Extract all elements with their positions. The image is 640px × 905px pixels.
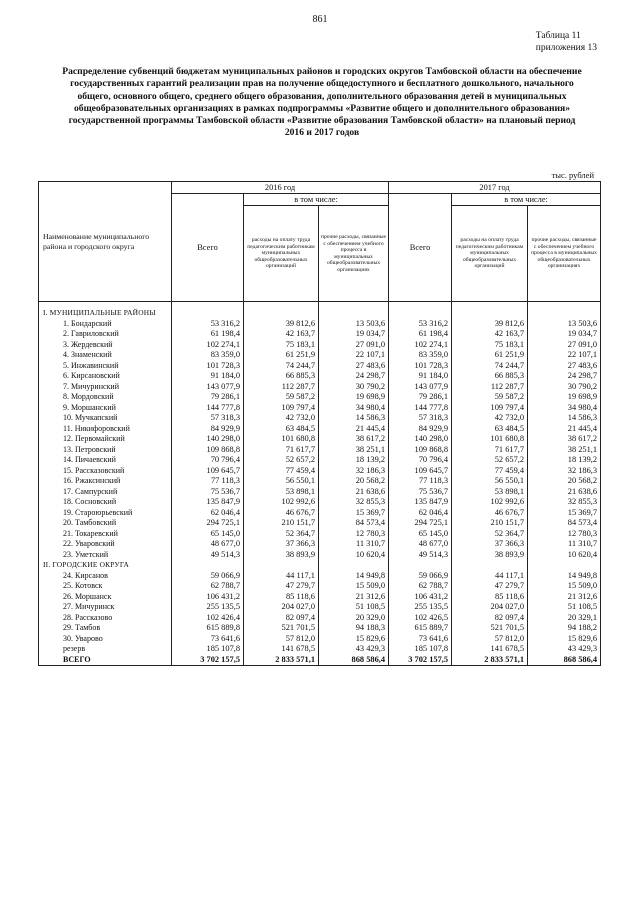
cell-e: 53 898,1	[452, 487, 528, 498]
cell-e: 74 244,7	[452, 361, 528, 372]
row-label: 5. Инжавинский	[39, 361, 172, 372]
header-year-2017: 2017 год	[389, 182, 601, 194]
cell-d: 185 107,8	[389, 644, 452, 655]
table-row	[39, 392, 601, 403]
cell-b: 42 732,0	[244, 413, 319, 424]
cell-d: 83 359,0	[389, 350, 452, 361]
cell-e: 77 459,4	[452, 466, 528, 477]
cell-d: 144 777,8	[389, 403, 452, 414]
cell-d: 109 868,8	[389, 445, 452, 456]
cell-e: 102 992,6	[452, 497, 528, 508]
cell-c: 38 617,2	[319, 434, 389, 445]
table-reference	[536, 30, 597, 54]
cell-b: 44 117,1	[244, 571, 319, 582]
cell-d: 62 046,4	[389, 508, 452, 519]
cell-a: 77 118,3	[172, 476, 244, 487]
cell-e: 101 680,8	[452, 434, 528, 445]
cell-b: 59 587,2	[244, 392, 319, 403]
cell-d: 75 536,7	[389, 487, 452, 498]
cell-c: 20 568,2	[319, 476, 389, 487]
cell-a: 70 796,4	[172, 455, 244, 466]
cell-c: 11 310,7	[319, 539, 389, 550]
cell-c: 18 139,2	[319, 455, 389, 466]
cell-d: 79 286,1	[389, 392, 452, 403]
cell-c: 19 034,7	[319, 329, 389, 340]
cell-a: 143 077,9	[172, 382, 244, 393]
cell-c: 14 586,3	[319, 413, 389, 424]
document-title: Распределение субвенций бюджетам муниципальных районов и городских округов Тамбовской области на обеспечение государственных гарантий реализации прав на получение общедоступного и бесплатного дошкольного, начального общего, основного общего, среднего общего образования, дополнительного образования детей в муниципальных общеобразовательных организациях в рамках подпрограммы «Развитие общего и дополнительного образования» государственной программы Тамбовской области «Развитие образования Тамбовской области» на плановый период 2016 и 2017 годов	[62, 66, 582, 139]
cell-b: 112 287,7	[244, 382, 319, 393]
row-label: 19. Староюрьевский	[39, 508, 172, 519]
cell-a: 57 318,3	[172, 413, 244, 424]
cell-e: 38 893,9	[452, 550, 528, 561]
cell-f: 20 329,1	[528, 613, 601, 624]
cell-f: 10 620,4	[528, 550, 601, 561]
row-label: 16. Ржаксинский	[39, 476, 172, 487]
row-label: 25. Котовск	[39, 581, 172, 592]
cell-b: 71 617,7	[244, 445, 319, 456]
cell-f: 38 251,1	[528, 445, 601, 456]
cell-a: 140 298,0	[172, 434, 244, 445]
row-label: 8. Мордовский	[39, 392, 172, 403]
table-row	[39, 518, 601, 529]
cell-a: 83 359,0	[172, 350, 244, 361]
cell-e: 521 701,5	[452, 623, 528, 634]
cell-c: 20 329,0	[319, 613, 389, 624]
row-label: 24. Кирсанов	[39, 571, 172, 582]
row-label: 3. Жердевский	[39, 340, 172, 351]
cell-c: 30 790,2	[319, 382, 389, 393]
cell-f: 32 186,3	[528, 466, 601, 477]
row-label: 30. Уварово	[39, 634, 172, 645]
cell-f: 21 638,6	[528, 487, 601, 498]
row-label: 12. Первомайский	[39, 434, 172, 445]
cell-d: 70 796,4	[389, 455, 452, 466]
cell-d: 3 702 157,5	[389, 655, 452, 666]
cell-a: 294 725,1	[172, 518, 244, 529]
cell-b: 74 244,7	[244, 361, 319, 372]
row-label: 13. Петровский	[39, 445, 172, 456]
cell-f: 11 310,7	[528, 539, 601, 550]
cell-e: 66 885,3	[452, 371, 528, 382]
cell-c: 15 509,0	[319, 581, 389, 592]
cell-e: 47 279,7	[452, 581, 528, 592]
header-total-2016: Всего	[172, 194, 244, 302]
row-label: 15. Рассказовский	[39, 466, 172, 477]
cell-d: 73 641,6	[389, 634, 452, 645]
cell-a: 255 135,5	[172, 602, 244, 613]
cell-f: 868 586,4	[528, 655, 601, 666]
row-label: резерв	[39, 644, 172, 655]
cell-d: 57 318,3	[389, 413, 452, 424]
table-row	[39, 550, 601, 561]
row-label: 7. Мичуринский	[39, 382, 172, 393]
table-row	[39, 350, 601, 361]
cell-c: 94 188,3	[319, 623, 389, 634]
cell-b: 53 898,1	[244, 487, 319, 498]
cell-a: 3 702 157,5	[172, 655, 244, 666]
cell-f: 21 445,4	[528, 424, 601, 435]
table-row	[39, 424, 601, 435]
cell-d: 61 198,4	[389, 329, 452, 340]
header-salary-2016: расходы на оплату труда педагогическим работникам муниципальных общеобразовательных организаций	[244, 206, 319, 302]
cell-b: 66 885,3	[244, 371, 319, 382]
cell-c: 19 698,9	[319, 392, 389, 403]
row-label: 9. Моршанский	[39, 403, 172, 414]
units-label: тыс. рублей	[551, 170, 594, 180]
table-row	[39, 529, 601, 540]
cell-d: 135 847,9	[389, 497, 452, 508]
cell-f: 20 568,2	[528, 476, 601, 487]
cell-c: 13 503,6	[319, 319, 389, 330]
cell-e: 109 797,4	[452, 403, 528, 414]
header-name-column: Наименование муниципального района и городского округа	[39, 182, 172, 302]
header-salary-2017: расходы на оплату труда педагогическим работникам муниципальных общеобразовательных организаций	[452, 206, 528, 302]
table-row	[39, 592, 601, 603]
cell-f: 30 790,2	[528, 382, 601, 393]
cell-c: 27 483,6	[319, 361, 389, 372]
table-row	[39, 487, 601, 498]
cell-b: 37 366,3	[244, 539, 319, 550]
row-label: 14. Пичаевский	[39, 455, 172, 466]
cell-c: 21 445,4	[319, 424, 389, 435]
row-label: ВСЕГО	[39, 655, 172, 666]
row-label: 28. Рассказово	[39, 613, 172, 624]
row-label: 2. Гавриловский	[39, 329, 172, 340]
page-number: 861	[312, 14, 328, 25]
header-total-2017: Всего	[389, 194, 452, 302]
row-label: 4. Знаменский	[39, 350, 172, 361]
table-row	[39, 329, 601, 340]
cell-f: 27 091,0	[528, 340, 601, 351]
cell-c: 22 107,1	[319, 350, 389, 361]
table-row	[39, 581, 601, 592]
cell-e: 52 364,7	[452, 529, 528, 540]
cell-e: 210 151,7	[452, 518, 528, 529]
cell-c: 21 312,6	[319, 592, 389, 603]
table-row	[39, 434, 601, 445]
cell-c: 10 620,4	[319, 550, 389, 561]
cell-d: 255 135,5	[389, 602, 452, 613]
cell-c: 868 586,4	[319, 655, 389, 666]
section-city-districts: II. ГОРОДСКИЕ ОКРУГА	[39, 560, 172, 571]
cell-a: 102 426,4	[172, 613, 244, 624]
cell-d: 77 118,3	[389, 476, 452, 487]
cell-c: 12 780,3	[319, 529, 389, 540]
total-row	[39, 655, 601, 666]
row-label: 11. Никифоровский	[39, 424, 172, 435]
cell-f: 15 509,0	[528, 581, 601, 592]
cell-e: 75 183,1	[452, 340, 528, 351]
cell-a: 102 274,1	[172, 340, 244, 351]
table-row	[39, 644, 601, 655]
cell-d: 140 298,0	[389, 434, 452, 445]
cell-f: 94 188,2	[528, 623, 601, 634]
header-other-2017: прочие расходы, связанные с обеспечением учебного процесса в муниципальных общеобразовательных организациях	[528, 206, 601, 302]
cell-c: 14 949,8	[319, 571, 389, 582]
table-row	[39, 445, 601, 456]
cell-e: 59 587,2	[452, 392, 528, 403]
header-including-2017: в том числе:	[452, 194, 601, 206]
cell-a: 65 145,0	[172, 529, 244, 540]
cell-f: 18 139,2	[528, 455, 601, 466]
table-row	[39, 455, 601, 466]
cell-e: 112 287,7	[452, 382, 528, 393]
cell-b: 77 459,4	[244, 466, 319, 477]
cell-e: 44 117,1	[452, 571, 528, 582]
cell-f: 19 698,9	[528, 392, 601, 403]
cell-e: 82 097,4	[452, 613, 528, 624]
cell-d: 102 426,5	[389, 613, 452, 624]
cell-f: 22 107,1	[528, 350, 601, 361]
row-label: 23. Уметский	[39, 550, 172, 561]
row-label: 26. Моршанск	[39, 592, 172, 603]
cell-a: 73 641,6	[172, 634, 244, 645]
cell-d: 109 645,7	[389, 466, 452, 477]
table-row	[39, 623, 601, 634]
cell-a: 61 198,4	[172, 329, 244, 340]
table-row	[39, 613, 601, 624]
cell-e: 46 676,7	[452, 508, 528, 519]
cell-d: 294 725,1	[389, 518, 452, 529]
cell-e: 85 118,6	[452, 592, 528, 603]
cell-b: 57 812,0	[244, 634, 319, 645]
cell-f: 24 298,7	[528, 371, 601, 382]
section-municipal-districts: I. МУНИЦИПАЛЬНЫЕ РАЙОНЫ	[39, 308, 172, 319]
cell-d: 91 184,0	[389, 371, 452, 382]
cell-f: 84 573,4	[528, 518, 601, 529]
cell-a: 144 777,8	[172, 403, 244, 414]
cell-e: 56 550,1	[452, 476, 528, 487]
cell-c: 21 638,6	[319, 487, 389, 498]
table-number: Таблица 11	[535, 31, 581, 41]
cell-f: 38 617,2	[528, 434, 601, 445]
table-row	[39, 319, 601, 330]
table-row	[39, 466, 601, 477]
cell-a: 135 847,9	[172, 497, 244, 508]
cell-b: 85 118,6	[244, 592, 319, 603]
cell-b: 82 097,4	[244, 613, 319, 624]
table-row	[39, 476, 601, 487]
cell-c: 84 573,4	[319, 518, 389, 529]
cell-a: 615 889,8	[172, 623, 244, 634]
appendix-number: приложения 13	[535, 43, 597, 53]
cell-a: 185 107,8	[172, 644, 244, 655]
cell-b: 42 163,7	[244, 329, 319, 340]
cell-d: 143 077,9	[389, 382, 452, 393]
cell-f: 43 429,3	[528, 644, 601, 655]
table-row	[39, 539, 601, 550]
cell-b: 210 151,7	[244, 518, 319, 529]
cell-e: 57 812,0	[452, 634, 528, 645]
cell-f: 15 829,6	[528, 634, 601, 645]
table-row	[39, 602, 601, 613]
cell-d: 62 788,7	[389, 581, 452, 592]
table-row	[39, 371, 601, 382]
cell-c: 34 980,4	[319, 403, 389, 414]
subsidy-table	[38, 181, 601, 666]
cell-a: 79 286,1	[172, 392, 244, 403]
cell-c: 43 429,3	[319, 644, 389, 655]
cell-a: 109 868,8	[172, 445, 244, 456]
cell-e: 61 251,9	[452, 350, 528, 361]
cell-b: 39 812,6	[244, 319, 319, 330]
cell-d: 48 677,0	[389, 539, 452, 550]
cell-e: 42 732,0	[452, 413, 528, 424]
header-including-2016: в том числе:	[244, 194, 389, 206]
cell-b: 2 833 571,1	[244, 655, 319, 666]
cell-f: 32 855,3	[528, 497, 601, 508]
row-label: 22. Уваровский	[39, 539, 172, 550]
row-label: 20. Тамбовский	[39, 518, 172, 529]
row-label: 18. Сосновский	[39, 497, 172, 508]
cell-c: 51 108,5	[319, 602, 389, 613]
cell-d: 65 145,0	[389, 529, 452, 540]
cell-f: 15 369,7	[528, 508, 601, 519]
cell-f: 27 483,6	[528, 361, 601, 372]
row-label: 29. Тамбов	[39, 623, 172, 634]
cell-b: 52 364,7	[244, 529, 319, 540]
cell-a: 49 514,3	[172, 550, 244, 561]
cell-b: 63 484,5	[244, 424, 319, 435]
row-label: 27. Мичуринск	[39, 602, 172, 613]
cell-e: 37 366,3	[452, 539, 528, 550]
table-row	[39, 497, 601, 508]
cell-f: 19 034,7	[528, 329, 601, 340]
row-label: 10. Мучкапский	[39, 413, 172, 424]
row-label: 1. Бондарский	[39, 319, 172, 330]
row-label: 17. Сампурский	[39, 487, 172, 498]
cell-f: 13 503,6	[528, 319, 601, 330]
cell-d: 102 274,1	[389, 340, 452, 351]
row-label: 6. Кирсановский	[39, 371, 172, 382]
header-other-2016: прочие расходы, связанные с обеспечением учебного процесса в муниципальных общеобразовательных организациях	[319, 206, 389, 302]
cell-c: 15 829,6	[319, 634, 389, 645]
cell-f: 12 780,3	[528, 529, 601, 540]
cell-a: 109 645,7	[172, 466, 244, 477]
cell-d: 49 514,3	[389, 550, 452, 561]
cell-e: 141 678,5	[452, 644, 528, 655]
cell-b: 56 550,1	[244, 476, 319, 487]
cell-a: 75 536,7	[172, 487, 244, 498]
cell-d: 615 889,7	[389, 623, 452, 634]
cell-b: 141 678,5	[244, 644, 319, 655]
cell-d: 59 066,9	[389, 571, 452, 582]
cell-c: 24 298,7	[319, 371, 389, 382]
cell-f: 14 949,8	[528, 571, 601, 582]
cell-c: 38 251,1	[319, 445, 389, 456]
cell-f: 21 312,6	[528, 592, 601, 603]
cell-c: 15 369,7	[319, 508, 389, 519]
cell-f: 14 586,3	[528, 413, 601, 424]
cell-a: 48 677,0	[172, 539, 244, 550]
cell-e: 2 833 571,1	[452, 655, 528, 666]
cell-f: 51 108,5	[528, 602, 601, 613]
table-row	[39, 508, 601, 519]
cell-e: 204 027,0	[452, 602, 528, 613]
cell-e: 71 617,7	[452, 445, 528, 456]
row-label: 21. Токаревский	[39, 529, 172, 540]
cell-b: 101 680,8	[244, 434, 319, 445]
cell-d: 53 316,2	[389, 319, 452, 330]
table-row	[39, 571, 601, 582]
header-year-2016: 2016 год	[172, 182, 389, 194]
table-row	[39, 413, 601, 424]
cell-b: 75 183,1	[244, 340, 319, 351]
cell-b: 46 676,7	[244, 508, 319, 519]
cell-b: 109 797,4	[244, 403, 319, 414]
cell-b: 61 251,9	[244, 350, 319, 361]
table-row	[39, 361, 601, 372]
cell-c: 27 091,0	[319, 340, 389, 351]
cell-b: 521 701,5	[244, 623, 319, 634]
cell-e: 39 812,6	[452, 319, 528, 330]
table-row	[39, 340, 601, 351]
cell-e: 42 163,7	[452, 329, 528, 340]
cell-c: 32 855,3	[319, 497, 389, 508]
cell-b: 47 279,7	[244, 581, 319, 592]
cell-a: 106 431,2	[172, 592, 244, 603]
cell-a: 62 788,7	[172, 581, 244, 592]
cell-b: 52 657,2	[244, 455, 319, 466]
cell-d: 84 929,9	[389, 424, 452, 435]
table-row	[39, 382, 601, 393]
table-row	[39, 403, 601, 414]
cell-a: 84 929,9	[172, 424, 244, 435]
cell-a: 101 728,3	[172, 361, 244, 372]
table-row	[39, 634, 601, 645]
cell-e: 63 484,5	[452, 424, 528, 435]
cell-a: 53 316,2	[172, 319, 244, 330]
cell-d: 101 728,3	[389, 361, 452, 372]
cell-b: 102 992,6	[244, 497, 319, 508]
cell-a: 91 184,0	[172, 371, 244, 382]
cell-c: 32 186,3	[319, 466, 389, 477]
cell-f: 34 980,4	[528, 403, 601, 414]
cell-a: 59 066,9	[172, 571, 244, 582]
cell-b: 204 027,0	[244, 602, 319, 613]
cell-d: 106 431,2	[389, 592, 452, 603]
cell-a: 62 046,4	[172, 508, 244, 519]
cell-b: 38 893,9	[244, 550, 319, 561]
cell-e: 52 657,2	[452, 455, 528, 466]
